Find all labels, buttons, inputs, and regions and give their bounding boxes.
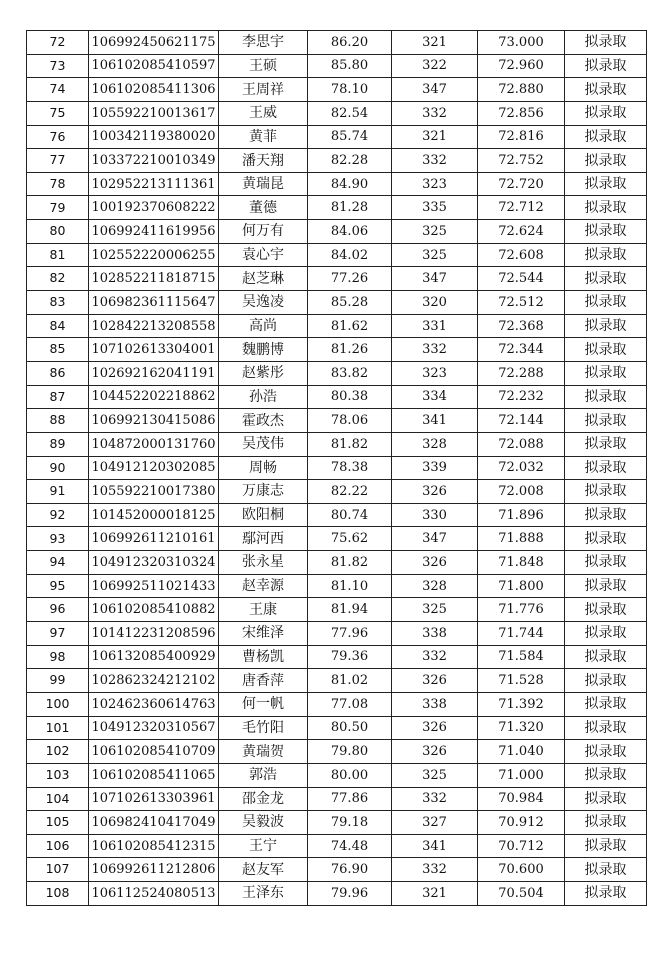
retest-score-cell: 79.18 [308, 811, 392, 835]
admission-list-page [26, 30, 646, 906]
table-row [27, 692, 647, 716]
row-number-cell: 86 [27, 361, 89, 385]
candidate-id-cell: 104912320310324 [89, 551, 219, 575]
row-number-cell: 87 [27, 385, 89, 409]
row-number-cell: 76 [27, 125, 89, 149]
row-number-cell: 92 [27, 503, 89, 527]
initial-score-cell: 325 [392, 243, 478, 267]
admission-status-cell: 拟录取 [565, 432, 647, 456]
retest-score-cell: 79.80 [308, 740, 392, 764]
candidate-name-cell: 万康志 [219, 480, 308, 504]
row-number-cell: 108 [27, 882, 89, 906]
retest-score-cell: 85.80 [308, 54, 392, 78]
retest-score-cell: 81.28 [308, 196, 392, 220]
table-row [27, 267, 647, 291]
candidate-id-cell: 106992450621175 [89, 31, 219, 55]
initial-score-cell: 328 [392, 432, 478, 456]
admission-status-cell: 拟录取 [565, 503, 647, 527]
table-row [27, 574, 647, 598]
retest-score-cell: 84.02 [308, 243, 392, 267]
initial-score-cell: 323 [392, 172, 478, 196]
initial-score-cell: 332 [392, 101, 478, 125]
table-row [27, 291, 647, 315]
candidate-id-cell: 100342119380020 [89, 125, 219, 149]
initial-score-cell: 326 [392, 740, 478, 764]
admission-status-cell: 拟录取 [565, 243, 647, 267]
table-row [27, 456, 647, 480]
initial-score-cell: 330 [392, 503, 478, 527]
admission-status-cell: 拟录取 [565, 551, 647, 575]
total-score-cell: 72.720 [478, 172, 565, 196]
initial-score-cell: 321 [392, 125, 478, 149]
total-score-cell: 71.848 [478, 551, 565, 575]
candidate-name-cell: 郭浩 [219, 763, 308, 787]
candidate-id-cell: 106132085400929 [89, 645, 219, 669]
table-row [27, 527, 647, 551]
candidate-id-cell: 107102613304001 [89, 338, 219, 362]
candidate-name-cell: 王威 [219, 101, 308, 125]
admission-status-cell: 拟录取 [565, 338, 647, 362]
admission-status-cell: 拟录取 [565, 149, 647, 173]
admission-status-cell: 拟录取 [565, 31, 647, 55]
row-number-cell: 99 [27, 669, 89, 693]
row-number-cell: 102 [27, 740, 89, 764]
candidate-name-cell: 李思宇 [219, 31, 308, 55]
candidate-id-cell: 102862324212102 [89, 669, 219, 693]
initial-score-cell: 328 [392, 574, 478, 598]
candidate-id-cell: 106102085412315 [89, 834, 219, 858]
admission-status-cell: 拟录取 [565, 527, 647, 551]
initial-score-cell: 334 [392, 385, 478, 409]
candidate-id-cell: 102692162041191 [89, 361, 219, 385]
admission-status-cell: 拟录取 [565, 409, 647, 433]
candidate-id-cell: 104452202218862 [89, 385, 219, 409]
total-score-cell: 72.032 [478, 456, 565, 480]
row-number-cell: 104 [27, 787, 89, 811]
table-row [27, 645, 647, 669]
table-row [27, 716, 647, 740]
table-row [27, 811, 647, 835]
candidate-id-cell: 106102085411306 [89, 78, 219, 102]
retest-score-cell: 80.38 [308, 385, 392, 409]
candidate-name-cell: 吴毅波 [219, 811, 308, 835]
candidate-id-cell: 105592210017380 [89, 480, 219, 504]
retest-score-cell: 77.96 [308, 622, 392, 646]
candidate-id-cell: 104912320310567 [89, 716, 219, 740]
initial-score-cell: 331 [392, 314, 478, 338]
candidate-name-cell: 赵芝琳 [219, 267, 308, 291]
admission-status-cell: 拟录取 [565, 740, 647, 764]
candidate-name-cell: 何万有 [219, 220, 308, 244]
row-number-cell: 77 [27, 149, 89, 173]
initial-score-cell: 332 [392, 149, 478, 173]
initial-score-cell: 347 [392, 267, 478, 291]
total-score-cell: 72.960 [478, 54, 565, 78]
retest-score-cell: 81.82 [308, 432, 392, 456]
candidate-name-cell: 王硕 [219, 54, 308, 78]
admission-status-cell: 拟录取 [565, 834, 647, 858]
row-number-cell: 93 [27, 527, 89, 551]
table-row [27, 78, 647, 102]
row-number-cell: 72 [27, 31, 89, 55]
candidate-name-cell: 宋维泽 [219, 622, 308, 646]
retest-score-cell: 75.62 [308, 527, 392, 551]
row-number-cell: 73 [27, 54, 89, 78]
candidate-name-cell: 张永星 [219, 551, 308, 575]
candidate-name-cell: 欧阳桐 [219, 503, 308, 527]
total-score-cell: 70.984 [478, 787, 565, 811]
total-score-cell: 72.368 [478, 314, 565, 338]
total-score-cell: 72.008 [478, 480, 565, 504]
total-score-cell: 71.584 [478, 645, 565, 669]
table-row [27, 172, 647, 196]
candidate-name-cell: 王宁 [219, 834, 308, 858]
initial-score-cell: 341 [392, 409, 478, 433]
total-score-cell: 70.600 [478, 858, 565, 882]
admission-status-cell: 拟录取 [565, 361, 647, 385]
retest-score-cell: 85.28 [308, 291, 392, 315]
candidate-id-cell: 101452000018125 [89, 503, 219, 527]
admission-status-cell: 拟录取 [565, 125, 647, 149]
table-row [27, 480, 647, 504]
retest-score-cell: 81.10 [308, 574, 392, 598]
candidate-id-cell: 105592210013617 [89, 101, 219, 125]
row-number-cell: 85 [27, 338, 89, 362]
retest-score-cell: 82.28 [308, 149, 392, 173]
admission-status-cell: 拟录取 [565, 220, 647, 244]
admission-status-cell: 拟录取 [565, 385, 647, 409]
table-row [27, 101, 647, 125]
initial-score-cell: 347 [392, 78, 478, 102]
table-row [27, 54, 647, 78]
retest-score-cell: 81.82 [308, 551, 392, 575]
row-number-cell: 100 [27, 692, 89, 716]
table-row [27, 196, 647, 220]
admission-table-body [27, 31, 647, 906]
candidate-name-cell: 黄菲 [219, 125, 308, 149]
total-score-cell: 72.880 [478, 78, 565, 102]
retest-score-cell: 82.54 [308, 101, 392, 125]
retest-score-cell: 77.08 [308, 692, 392, 716]
candidate-name-cell: 赵友军 [219, 858, 308, 882]
candidate-name-cell: 唐香萍 [219, 669, 308, 693]
initial-score-cell: 326 [392, 551, 478, 575]
retest-score-cell: 86.20 [308, 31, 392, 55]
total-score-cell: 72.712 [478, 196, 565, 220]
candidate-name-cell: 周畅 [219, 456, 308, 480]
admission-status-cell: 拟录取 [565, 669, 647, 693]
admission-status-cell: 拟录取 [565, 172, 647, 196]
total-score-cell: 71.888 [478, 527, 565, 551]
candidate-id-cell: 106102085410709 [89, 740, 219, 764]
admission-status-cell: 拟录取 [565, 692, 647, 716]
table-row [27, 409, 647, 433]
candidate-id-cell: 106102085410597 [89, 54, 219, 78]
retest-score-cell: 79.96 [308, 882, 392, 906]
row-number-cell: 90 [27, 456, 89, 480]
candidate-id-cell: 106982410417049 [89, 811, 219, 835]
admission-status-cell: 拟录取 [565, 858, 647, 882]
candidate-id-cell: 104912120302085 [89, 456, 219, 480]
initial-score-cell: 327 [392, 811, 478, 835]
candidate-name-cell: 潘天翔 [219, 149, 308, 173]
candidate-id-cell: 106102085410882 [89, 598, 219, 622]
candidate-id-cell: 102842213208558 [89, 314, 219, 338]
table-row [27, 551, 647, 575]
table-row [27, 598, 647, 622]
candidate-name-cell: 袁心宇 [219, 243, 308, 267]
row-number-cell: 103 [27, 763, 89, 787]
total-score-cell: 72.608 [478, 243, 565, 267]
admission-status-cell: 拟录取 [565, 78, 647, 102]
retest-score-cell: 80.50 [308, 716, 392, 740]
candidate-id-cell: 104872000131760 [89, 432, 219, 456]
row-number-cell: 80 [27, 220, 89, 244]
retest-score-cell: 84.06 [308, 220, 392, 244]
initial-score-cell: 323 [392, 361, 478, 385]
row-number-cell: 106 [27, 834, 89, 858]
retest-score-cell: 84.90 [308, 172, 392, 196]
initial-score-cell: 338 [392, 622, 478, 646]
row-number-cell: 75 [27, 101, 89, 125]
candidate-name-cell: 董德 [219, 196, 308, 220]
table-row [27, 432, 647, 456]
row-number-cell: 79 [27, 196, 89, 220]
initial-score-cell: 332 [392, 645, 478, 669]
total-score-cell: 73.000 [478, 31, 565, 55]
table-row [27, 503, 647, 527]
row-number-cell: 95 [27, 574, 89, 598]
retest-score-cell: 74.48 [308, 834, 392, 858]
admission-status-cell: 拟录取 [565, 101, 647, 125]
total-score-cell: 71.000 [478, 763, 565, 787]
total-score-cell: 71.040 [478, 740, 565, 764]
admission-status-cell: 拟录取 [565, 196, 647, 220]
retest-score-cell: 78.06 [308, 409, 392, 433]
retest-score-cell: 77.86 [308, 787, 392, 811]
candidate-name-cell: 魏鹏博 [219, 338, 308, 362]
initial-score-cell: 332 [392, 858, 478, 882]
total-score-cell: 71.528 [478, 669, 565, 693]
initial-score-cell: 320 [392, 291, 478, 315]
retest-score-cell: 81.62 [308, 314, 392, 338]
total-score-cell: 72.232 [478, 385, 565, 409]
retest-score-cell: 80.74 [308, 503, 392, 527]
table-row [27, 882, 647, 906]
total-score-cell: 72.624 [478, 220, 565, 244]
retest-score-cell: 77.26 [308, 267, 392, 291]
initial-score-cell: 325 [392, 598, 478, 622]
admission-status-cell: 拟录取 [565, 291, 647, 315]
retest-score-cell: 80.00 [308, 763, 392, 787]
initial-score-cell: 325 [392, 763, 478, 787]
retest-score-cell: 78.38 [308, 456, 392, 480]
admission-status-cell: 拟录取 [565, 54, 647, 78]
table-row [27, 763, 647, 787]
candidate-name-cell: 吴茂伟 [219, 432, 308, 456]
row-number-cell: 96 [27, 598, 89, 622]
candidate-id-cell: 106102085411065 [89, 763, 219, 787]
initial-score-cell: 321 [392, 882, 478, 906]
initial-score-cell: 322 [392, 54, 478, 78]
retest-score-cell: 83.82 [308, 361, 392, 385]
total-score-cell: 71.800 [478, 574, 565, 598]
table-row [27, 361, 647, 385]
initial-score-cell: 325 [392, 220, 478, 244]
candidate-id-cell: 106982361115647 [89, 291, 219, 315]
candidate-name-cell: 王周祥 [219, 78, 308, 102]
initial-score-cell: 347 [392, 527, 478, 551]
total-score-cell: 72.144 [478, 409, 565, 433]
row-number-cell: 74 [27, 78, 89, 102]
total-score-cell: 70.712 [478, 834, 565, 858]
admission-status-cell: 拟录取 [565, 480, 647, 504]
row-number-cell: 83 [27, 291, 89, 315]
initial-score-cell: 332 [392, 787, 478, 811]
total-score-cell: 72.512 [478, 291, 565, 315]
retest-score-cell: 78.10 [308, 78, 392, 102]
total-score-cell: 72.088 [478, 432, 565, 456]
row-number-cell: 88 [27, 409, 89, 433]
table-row [27, 385, 647, 409]
row-number-cell: 107 [27, 858, 89, 882]
row-number-cell: 97 [27, 622, 89, 646]
retest-score-cell: 82.22 [308, 480, 392, 504]
retest-score-cell: 85.74 [308, 125, 392, 149]
total-score-cell: 70.912 [478, 811, 565, 835]
admission-status-cell: 拟录取 [565, 622, 647, 646]
row-number-cell: 94 [27, 551, 89, 575]
candidate-id-cell: 103372210010349 [89, 149, 219, 173]
table-row [27, 834, 647, 858]
admission-status-cell: 拟录取 [565, 574, 647, 598]
table-row [27, 125, 647, 149]
retest-score-cell: 76.90 [308, 858, 392, 882]
table-row [27, 220, 647, 244]
candidate-name-cell: 曹杨凯 [219, 645, 308, 669]
row-number-cell: 98 [27, 645, 89, 669]
total-score-cell: 72.752 [478, 149, 565, 173]
candidate-name-cell: 吴逸凌 [219, 291, 308, 315]
candidate-id-cell: 107102613303961 [89, 787, 219, 811]
admission-status-cell: 拟录取 [565, 314, 647, 338]
candidate-name-cell: 王康 [219, 598, 308, 622]
candidate-id-cell: 106992611212806 [89, 858, 219, 882]
row-number-cell: 89 [27, 432, 89, 456]
total-score-cell: 71.320 [478, 716, 565, 740]
table-row [27, 787, 647, 811]
total-score-cell: 72.288 [478, 361, 565, 385]
admission-status-cell: 拟录取 [565, 456, 647, 480]
table-row [27, 622, 647, 646]
candidate-id-cell: 102552220006255 [89, 243, 219, 267]
candidate-name-cell: 鄢河西 [219, 527, 308, 551]
initial-score-cell: 338 [392, 692, 478, 716]
candidate-name-cell: 高尚 [219, 314, 308, 338]
table-row [27, 243, 647, 267]
total-score-cell: 71.776 [478, 598, 565, 622]
admission-status-cell: 拟录取 [565, 598, 647, 622]
table-row [27, 338, 647, 362]
candidate-id-cell: 101412231208596 [89, 622, 219, 646]
admission-status-cell: 拟录取 [565, 811, 647, 835]
initial-score-cell: 326 [392, 669, 478, 693]
candidate-id-cell: 102852211818715 [89, 267, 219, 291]
candidate-id-cell: 106992130415086 [89, 409, 219, 433]
candidate-name-cell: 孙浩 [219, 385, 308, 409]
candidate-name-cell: 邵金龙 [219, 787, 308, 811]
total-score-cell: 72.544 [478, 267, 565, 291]
total-score-cell: 71.744 [478, 622, 565, 646]
candidate-name-cell: 黄瑞昆 [219, 172, 308, 196]
table-row [27, 314, 647, 338]
candidate-name-cell: 黄瑞贺 [219, 740, 308, 764]
candidate-id-cell: 106112524080513 [89, 882, 219, 906]
candidate-name-cell: 赵紫彤 [219, 361, 308, 385]
initial-score-cell: 326 [392, 480, 478, 504]
total-score-cell: 71.896 [478, 503, 565, 527]
candidate-id-cell: 106992511021433 [89, 574, 219, 598]
row-number-cell: 82 [27, 267, 89, 291]
row-number-cell: 91 [27, 480, 89, 504]
candidate-name-cell: 赵幸源 [219, 574, 308, 598]
total-score-cell: 72.816 [478, 125, 565, 149]
table-row [27, 740, 647, 764]
total-score-cell: 71.392 [478, 692, 565, 716]
candidate-id-cell: 106992411619956 [89, 220, 219, 244]
table-row [27, 149, 647, 173]
admission-status-cell: 拟录取 [565, 787, 647, 811]
initial-score-cell: 339 [392, 456, 478, 480]
admission-table [26, 30, 647, 906]
admission-status-cell: 拟录取 [565, 763, 647, 787]
row-number-cell: 105 [27, 811, 89, 835]
row-number-cell: 101 [27, 716, 89, 740]
table-row [27, 31, 647, 55]
initial-score-cell: 326 [392, 716, 478, 740]
retest-score-cell: 81.94 [308, 598, 392, 622]
admission-status-cell: 拟录取 [565, 716, 647, 740]
admission-status-cell: 拟录取 [565, 645, 647, 669]
candidate-name-cell: 何一帆 [219, 692, 308, 716]
candidate-name-cell: 毛竹阳 [219, 716, 308, 740]
table-row [27, 669, 647, 693]
retest-score-cell: 81.02 [308, 669, 392, 693]
row-number-cell: 81 [27, 243, 89, 267]
initial-score-cell: 321 [392, 31, 478, 55]
candidate-name-cell: 霍政杰 [219, 409, 308, 433]
candidate-id-cell: 102952213111361 [89, 172, 219, 196]
admission-status-cell: 拟录取 [565, 882, 647, 906]
total-score-cell: 72.856 [478, 101, 565, 125]
initial-score-cell: 341 [392, 834, 478, 858]
candidate-id-cell: 100192370608222 [89, 196, 219, 220]
total-score-cell: 70.504 [478, 882, 565, 906]
row-number-cell: 78 [27, 172, 89, 196]
admission-status-cell: 拟录取 [565, 267, 647, 291]
table-row [27, 858, 647, 882]
retest-score-cell: 81.26 [308, 338, 392, 362]
candidate-id-cell: 102462360614763 [89, 692, 219, 716]
initial-score-cell: 332 [392, 338, 478, 362]
candidate-id-cell: 106992611210161 [89, 527, 219, 551]
row-number-cell: 84 [27, 314, 89, 338]
candidate-name-cell: 王泽东 [219, 882, 308, 906]
retest-score-cell: 79.36 [308, 645, 392, 669]
initial-score-cell: 335 [392, 196, 478, 220]
total-score-cell: 72.344 [478, 338, 565, 362]
